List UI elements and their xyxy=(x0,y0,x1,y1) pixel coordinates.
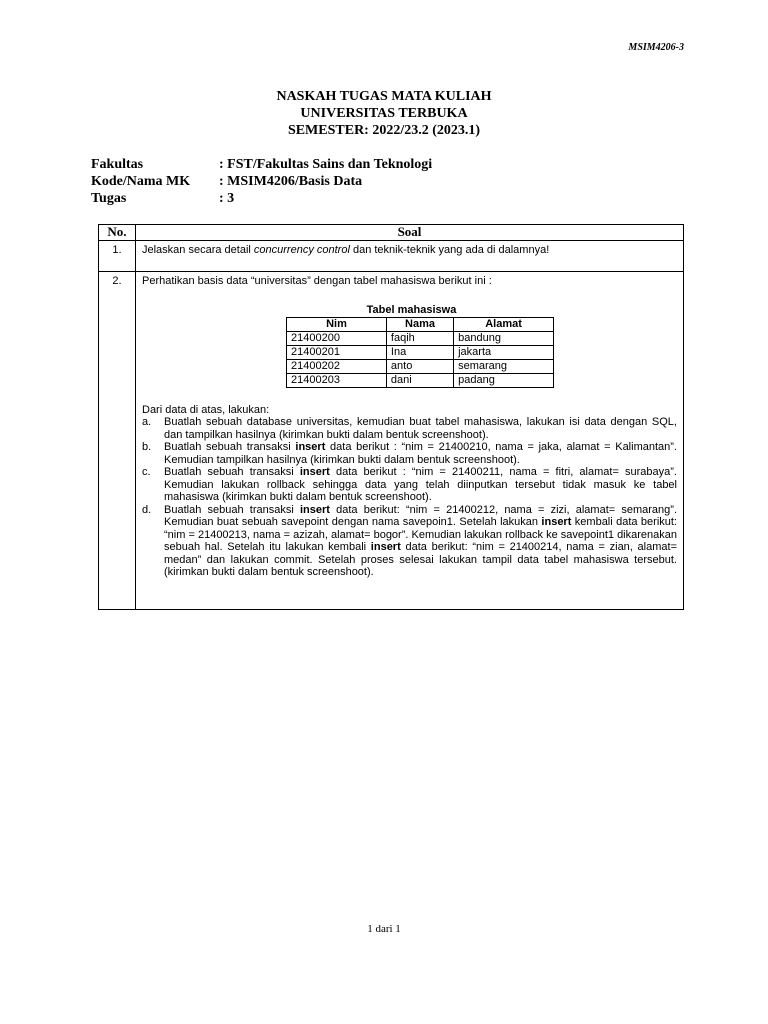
list-item-label: a. xyxy=(142,416,152,428)
course-code: MSIM4206-3 xyxy=(628,42,684,53)
page-number: 1 dari 1 xyxy=(367,923,401,935)
question-number: 1. xyxy=(99,241,136,272)
meta-tugas xyxy=(91,190,432,207)
cell-nama: anto xyxy=(386,359,453,373)
text-part: Buatlah sebuah transaksi xyxy=(164,466,300,478)
header-university: UNIVERSITAS TERBUKA xyxy=(300,106,468,121)
table-row xyxy=(287,331,554,345)
question-row-2 xyxy=(99,271,684,609)
cell-nama: faqih xyxy=(386,331,453,345)
meta-fakultas xyxy=(91,156,432,173)
cell-alamat: padang xyxy=(454,373,554,387)
meta-value: : FST/Fakultas Sains dan Teknologi xyxy=(219,157,433,172)
cell-alamat: semarang xyxy=(454,359,554,373)
list-item-text xyxy=(164,504,677,579)
keyword-insert: insert xyxy=(541,516,572,528)
meta-label: Kode/Nama MK xyxy=(91,174,191,189)
cell-nama: dani xyxy=(386,373,453,387)
question-body xyxy=(136,271,684,609)
table-header-row xyxy=(99,225,684,241)
question-emphasis: concurrency control xyxy=(253,244,350,256)
text-part: Buatlah sebuah transaksi xyxy=(164,503,300,516)
list-item-label: d. xyxy=(142,503,152,516)
question-intro: Perhatikan basis data “universitas” dengan tabel mahasiswa berikut ini : xyxy=(142,274,492,287)
meta-kode-mk xyxy=(91,173,432,190)
table-row xyxy=(287,359,554,373)
header-semester: SEMESTER: 2022/23.2 (2023.1) xyxy=(287,123,481,138)
cell-nim: 21400200 xyxy=(287,331,387,345)
table-row xyxy=(287,345,554,359)
cell-nim: 21400203 xyxy=(287,373,387,387)
text-part: Buatlah sebuah transaksi xyxy=(164,441,296,453)
cell-nim: 21400202 xyxy=(287,359,387,373)
question-table xyxy=(98,224,684,610)
list-item-d xyxy=(142,504,677,579)
question-number: 2. xyxy=(99,271,136,609)
keyword-insert: insert xyxy=(299,466,330,478)
col-alamat: Alamat xyxy=(454,317,554,331)
student-table-title: Tabel mahasiswa xyxy=(366,304,457,316)
cell-nim: 21400201 xyxy=(287,345,387,359)
keyword-insert: insert xyxy=(370,541,401,553)
list-item-label: c. xyxy=(142,466,151,478)
meta-value: : MSIM4206/Basis Data xyxy=(219,174,363,189)
list-item-text xyxy=(164,466,677,504)
text-part: data berikut : “nim = 21400211, nama = fitri, alamat= surabaya”. Kemudian lakukan rollback sehingga data yang telah diinputkan tersebut tidak masuk ke tabel mahasiswa (kirimkan bukti dalam bentuk screenshoot). xyxy=(164,466,677,503)
meta-label: Fakultas xyxy=(91,157,144,172)
text-part: data berikut: “nim = 21400214, nama = zian, alamat= medan” dan lakukan commit. Setelah proses selesai lakukan tampil data tabel mahasiswa tersebut. (kirimkan bukti dalam bentuk screenshoot). xyxy=(164,541,677,578)
cell-alamat: bandung xyxy=(454,331,554,345)
keyword-insert: insert xyxy=(299,503,330,516)
list-item-b xyxy=(142,441,677,466)
col-nim: Nim xyxy=(287,317,387,331)
text-part: data berikut: “nim = 21400212, nama = zizi, alamat= semarang”. Kemudian buat sebuah savepoint dengan nama savepoin1. Setelah lakukan xyxy=(164,503,677,528)
text-part: data berikut : “nim = 21400210, nama = jaka, alamat = Kalimantan”. Kemudian tampilkan hasilnya (kirimkan bukti dalam bentuk screenshoot). xyxy=(164,441,677,466)
table-row xyxy=(287,373,554,387)
question-text-part: dan teknik-teknik yang ada di dalamnya! xyxy=(349,244,550,256)
instructions-intro: Dari data di atas, lakukan: xyxy=(142,403,270,416)
keyword-insert: insert xyxy=(295,441,326,453)
student-table xyxy=(286,317,554,388)
question-text xyxy=(136,241,684,272)
header-title: NASKAH TUGAS MATA KULIAH xyxy=(276,89,492,104)
col-nama: Nama xyxy=(386,317,453,331)
cell-nama: Ina xyxy=(386,345,453,359)
question-text-part: Jelaskan secara detail xyxy=(142,244,254,256)
meta-value: : 3 xyxy=(219,191,235,206)
list-item-a xyxy=(142,416,677,441)
header-soal: Soal xyxy=(136,225,684,241)
header-no: No. xyxy=(99,225,136,241)
question-row-1 xyxy=(99,241,684,272)
text-part: kembali data berikut: “nim = 21400213, nama = azizah, alamat= bogor”. Kemudian lakukan rollback ke savepoint1 dikarenakan sebuah hal. Setelah itu lakukan kembali xyxy=(164,516,677,553)
cell-alamat: jakarta xyxy=(454,345,554,359)
list-item-text: Buatlah sebuah database universitas, kemudian buat tabel mahasiswa, lakukan isi data dengan SQL, dan tampilkan hasilnya (kirimkan bukti dalam bentuk screenshoot). xyxy=(164,416,677,441)
meta-label: Tugas xyxy=(91,191,127,206)
student-table-header xyxy=(287,317,554,331)
list-item-c xyxy=(142,466,677,504)
list-item-text xyxy=(164,441,677,466)
list-item-label: b. xyxy=(142,441,152,453)
course-meta xyxy=(91,156,432,207)
document-header xyxy=(0,88,768,139)
